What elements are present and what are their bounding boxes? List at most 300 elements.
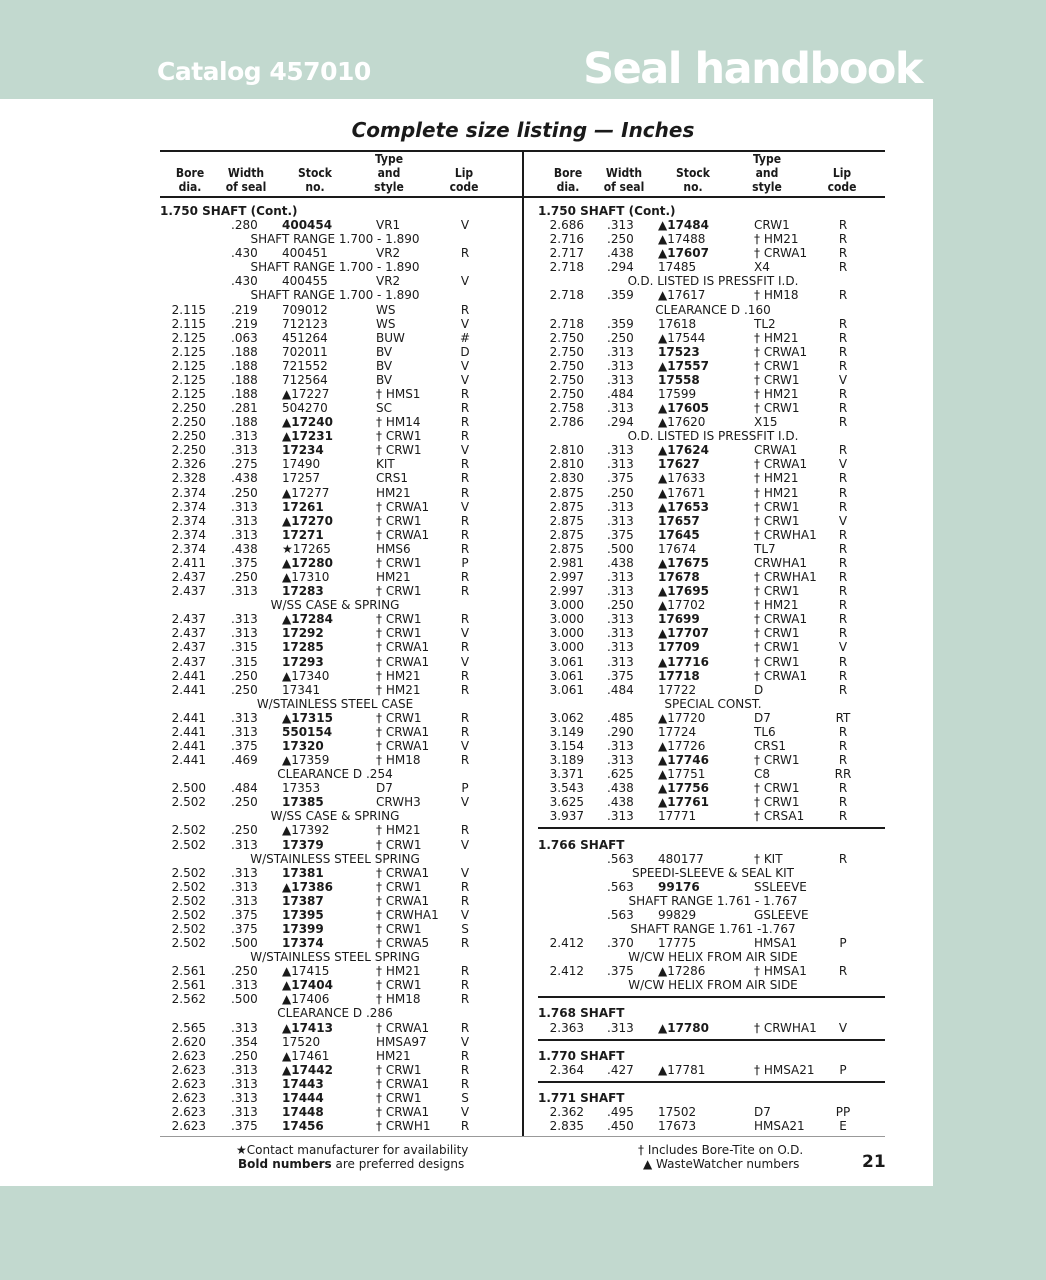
table-row (538, 753, 885, 767)
type-cell: † HM21 (754, 598, 799, 613)
type-cell: † CRW1 (376, 626, 422, 641)
bore-cell: 2.835 (549, 1119, 584, 1134)
lip-cell: R (838, 499, 848, 514)
table-row (538, 1105, 885, 1119)
lip-cell: R (460, 401, 470, 416)
type-cell: † CRW1 (376, 1062, 422, 1077)
row-note-text: O.D. LISTED IS PRESSFIT I.D. (627, 274, 799, 289)
type-cell: HMSA97 (376, 1034, 427, 1049)
type-cell: HM21 (376, 485, 411, 500)
section-heading (538, 1091, 885, 1105)
size-table-left (160, 204, 520, 1133)
stock-cell: 17271 (282, 527, 324, 542)
bore-cell: 2.374 (171, 485, 206, 500)
table-row (538, 852, 885, 866)
type-cell: † CRWA5 (376, 936, 430, 951)
width-cell: .313 (231, 1020, 258, 1035)
table-row (160, 978, 520, 992)
lip-cell: R (460, 471, 470, 486)
type-cell: † CRWA1 (376, 640, 430, 655)
lip-cell: R (460, 415, 470, 430)
width-cell: .250 (607, 598, 634, 613)
row-note-text: CLEARANCE D .254 (277, 767, 393, 782)
stock-cell: ▲17761 (658, 795, 709, 810)
type-cell: D7 (754, 1105, 771, 1119)
bore-cell: 2.115 (171, 302, 206, 317)
row-note (160, 950, 520, 964)
stock-cell: 17257 (282, 471, 321, 486)
table-row (538, 612, 885, 626)
bore-cell: 2.125 (171, 330, 206, 345)
row-note-text: SHAFT RANGE 1.700 - 1.890 (250, 260, 420, 275)
width-cell: .313 (607, 809, 634, 824)
type-cell: BV (376, 358, 393, 373)
footnote-bold-emphasis: Bold numbers (238, 1157, 332, 1171)
width-cell: .438 (607, 795, 634, 810)
row-note-text: W/STAINLESS STEEL CASE (256, 696, 414, 711)
bore-cell: 2.561 (171, 964, 206, 979)
table-row (538, 246, 885, 260)
bore-cell: 3.189 (549, 753, 584, 768)
stock-cell: ▲17720 (658, 710, 706, 725)
table-row (160, 570, 520, 584)
stock-cell: 550154 (282, 724, 333, 739)
type-cell: † CRWA1 (754, 612, 808, 627)
table-row (538, 809, 885, 823)
stock-cell: ▲17442 (282, 1062, 333, 1077)
lip-cell: R (838, 401, 848, 416)
bore-cell: 2.374 (171, 527, 206, 542)
table-row (538, 443, 885, 457)
bore-cell: 2.981 (549, 555, 584, 570)
table-row (538, 936, 885, 950)
separator-line (538, 827, 885, 829)
type-cell: † CRW1 (376, 879, 422, 894)
stock-cell: 17599 (658, 387, 697, 402)
stock-cell: 504270 (282, 401, 328, 416)
table-row (160, 683, 520, 697)
width-cell: .063 (231, 330, 258, 345)
type-cell: † CRWA1 (754, 668, 808, 683)
stock-cell: ▲17671 (658, 485, 706, 500)
width-cell: .469 (231, 753, 258, 768)
table-row (160, 373, 520, 387)
lip-cell: R (460, 1119, 470, 1134)
separator-line (538, 1039, 885, 1041)
stock-cell: ▲17488 (658, 232, 706, 247)
table-row (538, 359, 885, 373)
type-cell: SC (376, 401, 392, 416)
footer-rule (160, 1136, 885, 1137)
stock-cell: ▲17270 (282, 513, 333, 528)
lip-cell: P (839, 1062, 847, 1077)
width-cell: .280 (231, 218, 258, 233)
stock-cell: 17320 (282, 738, 324, 753)
lip-cell: R (460, 668, 470, 683)
bore-cell: 3.000 (549, 598, 584, 613)
type-cell: † CRWA1 (376, 893, 430, 908)
row-note-text: W/SS CASE & SPRING (270, 809, 400, 824)
width-cell: .313 (607, 499, 634, 514)
lip-cell: R (838, 612, 848, 627)
type-cell: CRWA1 (754, 443, 798, 458)
width-cell: .250 (231, 795, 258, 810)
bore-cell: 2.875 (549, 541, 584, 556)
type-cell: TL7 (754, 541, 776, 556)
bore-cell: 2.718 (549, 288, 584, 303)
table-row (538, 528, 885, 542)
width-cell: .313 (231, 584, 258, 599)
bore-cell: 2.750 (549, 330, 584, 345)
stock-cell: 17699 (658, 612, 700, 627)
bore-cell: 2.326 (171, 457, 206, 472)
width-cell: .375 (231, 921, 258, 936)
type-cell: CRS1 (754, 738, 786, 753)
row-note (538, 922, 885, 936)
width-cell: .313 (607, 218, 634, 233)
bore-cell: 2.411 (171, 555, 206, 570)
row-note (538, 303, 885, 317)
table-row (160, 1105, 520, 1119)
type-cell: † CRWA1 (376, 738, 430, 753)
stock-cell: ▲17413 (282, 1020, 333, 1035)
stock-cell: ▲17780 (658, 1020, 709, 1035)
lip-cell: D (460, 344, 470, 359)
table-row (538, 908, 885, 922)
width-cell: .438 (231, 471, 258, 486)
lip-cell: R (838, 358, 848, 373)
bore-cell: 3.000 (549, 626, 584, 641)
bore-cell: 2.250 (171, 443, 206, 458)
stock-cell: ▲17607 (658, 246, 709, 261)
width-cell: .500 (607, 541, 634, 556)
type-cell: † CRW1 (754, 513, 800, 528)
stock-cell: 17285 (282, 640, 324, 655)
lip-cell: R (838, 260, 848, 275)
bore-cell: 3.149 (549, 724, 584, 739)
type-cell: † CRW1 (754, 753, 800, 768)
width-cell: .313 (231, 710, 258, 725)
section-heading-text: 1.750 SHAFT (Cont.) (160, 204, 298, 218)
bore-cell: 3.000 (549, 612, 584, 627)
type-cell: † CRWA1 (376, 1020, 430, 1035)
type-cell: † HM18 (754, 288, 799, 303)
table-row (538, 471, 885, 485)
bore-cell: 2.620 (171, 1034, 206, 1049)
type-cell: † CRWA1 (376, 499, 430, 514)
table-row (538, 964, 885, 978)
bore-cell: 2.125 (171, 344, 206, 359)
width-cell: .188 (231, 387, 258, 402)
type-cell: WS (376, 316, 396, 331)
width-cell: .315 (231, 640, 258, 655)
bore-cell: 2.374 (171, 513, 206, 528)
type-cell: WS (376, 302, 396, 317)
type-cell: † CRWA1 (754, 246, 808, 261)
stock-cell: ▲17746 (658, 753, 709, 768)
type-cell: CRWHA1 (754, 555, 807, 570)
table-row (160, 401, 520, 415)
table-row (538, 345, 885, 359)
bore-cell: 2.328 (171, 471, 206, 486)
stock-cell: 17443 (282, 1076, 324, 1091)
stock-cell: 17374 (282, 936, 324, 951)
table-row (538, 598, 885, 612)
width-cell: .313 (231, 1090, 258, 1105)
table-row (538, 556, 885, 570)
bore-cell: 2.623 (171, 1105, 206, 1119)
stock-cell: ▲17392 (282, 823, 330, 838)
table-row (160, 1091, 520, 1105)
type-cell: † CRWHA1 (754, 570, 817, 585)
width-cell: .313 (231, 429, 258, 444)
lip-cell: R (460, 584, 470, 599)
stock-cell: ▲17227 (282, 387, 330, 402)
stock-cell: 17293 (282, 654, 324, 669)
lip-cell: V (838, 457, 848, 472)
table-row (538, 542, 885, 556)
stock-cell: 17673 (658, 1119, 697, 1134)
table-row (160, 1021, 520, 1035)
width-cell: .188 (231, 358, 258, 373)
bore-cell: 2.716 (549, 232, 584, 247)
separator-line (538, 1081, 885, 1083)
width-cell: .375 (231, 1119, 258, 1134)
table-row (538, 415, 885, 429)
width-cell: .313 (607, 372, 634, 387)
lip-cell: R (838, 781, 848, 796)
table-row (538, 331, 885, 345)
stock-cell: 400455 (282, 274, 328, 289)
bore-cell: 2.437 (171, 570, 206, 585)
bore-cell: 3.061 (549, 668, 584, 683)
bore-cell: 2.750 (549, 344, 584, 359)
type-cell: † CRW1 (376, 513, 422, 528)
width-cell: .290 (607, 724, 634, 739)
stock-cell: 17399 (282, 921, 324, 936)
bore-cell: 2.562 (171, 992, 206, 1007)
bore-cell: 2.115 (171, 316, 206, 331)
lip-cell: R (838, 555, 848, 570)
lip-cell: V (460, 372, 470, 387)
stock-cell: ▲17231 (282, 429, 333, 444)
col-head-type-right: Type and style (752, 152, 782, 194)
section-separator (538, 1035, 885, 1049)
table-row (160, 669, 520, 683)
width-cell: .281 (231, 401, 258, 416)
type-cell: † CRWA1 (754, 457, 808, 472)
type-cell: † CRW1 (376, 612, 422, 627)
bore-cell: 2.412 (549, 936, 584, 951)
bore-cell: 2.623 (171, 1090, 206, 1105)
lip-cell: V (460, 795, 470, 810)
table-row (538, 880, 885, 894)
section-heading-text: 1.750 SHAFT (Cont.) (538, 204, 676, 218)
stock-cell: ▲17404 (282, 978, 333, 993)
width-cell: .250 (231, 570, 258, 585)
col-head-lip-left: Lip code (449, 166, 479, 194)
table-row (160, 1063, 520, 1077)
type-cell: † CRWHA1 (376, 907, 439, 922)
lip-cell: R (838, 232, 848, 247)
type-cell: † CRW1 (754, 795, 800, 810)
width-cell: .313 (231, 879, 258, 894)
lip-cell: R (460, 457, 470, 472)
section-separator (538, 1077, 885, 1091)
lip-cell: V (838, 1020, 848, 1035)
table-row (538, 655, 885, 669)
stock-cell: 17385 (282, 795, 324, 810)
stock-cell: ▲17284 (282, 612, 333, 627)
stock-cell: 17341 (282, 682, 321, 697)
stock-cell: 17674 (658, 541, 697, 556)
width-cell: .250 (231, 668, 258, 683)
table-row (538, 373, 885, 387)
type-cell: VR1 (376, 218, 401, 233)
width-cell: .354 (231, 1034, 258, 1049)
width-cell: .313 (607, 1020, 634, 1035)
lip-cell: R (838, 443, 848, 458)
table-row (538, 1063, 885, 1077)
type-cell: † HM21 (754, 232, 799, 247)
width-cell: .250 (231, 485, 258, 500)
table-row (538, 683, 885, 697)
lip-cell: R (460, 1020, 470, 1035)
section-heading (538, 838, 885, 852)
section-heading (538, 1049, 885, 1063)
lip-cell: R (460, 710, 470, 725)
width-cell: .188 (231, 372, 258, 387)
width-cell: .359 (607, 316, 634, 331)
type-cell: SSLEEVE (754, 879, 807, 894)
stock-cell: 17283 (282, 584, 324, 599)
table-row (160, 218, 520, 232)
row-note (538, 978, 885, 992)
bore-cell: 2.500 (171, 781, 206, 796)
size-table-right (538, 204, 885, 1133)
stock-cell: 17448 (282, 1105, 324, 1119)
type-cell: † CRWA1 (376, 1076, 430, 1091)
lip-cell: V (460, 907, 470, 922)
stock-cell: ▲17310 (282, 570, 330, 585)
table-row (160, 1077, 520, 1091)
row-note (538, 950, 885, 964)
col-head-stock-right: Stock no. (676, 166, 710, 194)
lip-cell: R (460, 570, 470, 585)
width-cell: .430 (231, 274, 258, 289)
type-cell: † CRW1 (376, 1090, 422, 1105)
type-cell: † CRWHA1 (754, 1020, 817, 1035)
section-heading-text: 1.770 SHAFT (538, 1048, 625, 1063)
width-cell: .485 (607, 710, 634, 725)
width-cell: .313 (231, 865, 258, 880)
type-cell: † HMSA1 (754, 964, 807, 979)
type-cell: KIT (376, 457, 395, 472)
lip-cell: R (838, 753, 848, 768)
row-note-text: SHAFT RANGE 1.700 - 1.890 (250, 288, 420, 303)
table-row (160, 838, 520, 852)
stock-cell: 17618 (658, 316, 697, 331)
bore-cell: 2.810 (549, 457, 584, 472)
lip-cell: S (461, 921, 469, 936)
table-row (538, 781, 885, 795)
stock-cell: 400454 (282, 218, 333, 233)
width-cell: .250 (231, 1048, 258, 1063)
type-cell: HM21 (376, 1048, 411, 1063)
lip-cell: R (838, 527, 848, 542)
stock-cell: 17381 (282, 865, 324, 880)
lip-cell: R (460, 527, 470, 542)
table-row (160, 303, 520, 317)
bore-cell: 2.875 (549, 513, 584, 528)
type-cell: † HMSA21 (754, 1062, 815, 1077)
lip-cell: V (460, 358, 470, 373)
type-cell: HMS6 (376, 541, 411, 556)
bore-cell: 2.125 (171, 387, 206, 402)
table-row (538, 669, 885, 683)
lip-cell: R (460, 640, 470, 655)
lip-cell: # (459, 330, 471, 345)
type-cell: † CRWA1 (376, 724, 430, 739)
stock-cell: 17657 (658, 513, 700, 528)
bore-cell: 2.623 (171, 1048, 206, 1063)
type-cell: CRW1 (754, 218, 790, 233)
row-note-text: O.D. LISTED IS PRESSFIT I.D. (627, 429, 799, 444)
stock-cell: 17678 (658, 570, 700, 585)
width-cell: .250 (607, 330, 634, 345)
table-row (160, 457, 520, 471)
row-note-text: SHAFT RANGE 1.761 -1.767 (630, 921, 796, 936)
table-row (160, 711, 520, 725)
section-heading (538, 204, 885, 218)
width-cell: .313 (607, 513, 634, 528)
table-row (538, 218, 885, 232)
bore-cell: 2.502 (171, 893, 206, 908)
width-cell: .313 (231, 978, 258, 993)
table-row (538, 401, 885, 415)
width-cell: .250 (607, 232, 634, 247)
table-row (538, 260, 885, 274)
lip-cell: V (460, 626, 470, 641)
table-row (160, 739, 520, 753)
width-cell: .375 (607, 964, 634, 979)
row-note-text: SPEEDI-SLEEVE & SEAL KIT (631, 865, 795, 880)
lip-cell: R (460, 724, 470, 739)
footnote-dagger: † Includes Bore-Tite on O.D. (638, 1143, 804, 1157)
lip-cell: R (460, 387, 470, 402)
width-cell: .375 (231, 738, 258, 753)
lip-cell: P (461, 781, 469, 796)
stock-cell: ▲17240 (282, 415, 333, 430)
bore-cell: 2.441 (171, 753, 206, 768)
table-row (538, 739, 885, 753)
row-note (160, 1006, 520, 1020)
type-cell: † HM21 (754, 387, 799, 402)
type-cell: D (754, 682, 764, 697)
stock-cell: ▲17605 (658, 401, 709, 416)
lip-cell: S (461, 1090, 469, 1105)
table-row (160, 528, 520, 542)
width-cell: .313 (231, 1105, 258, 1119)
bore-cell: 2.441 (171, 668, 206, 683)
bore-cell: 2.718 (549, 316, 584, 331)
width-cell: .438 (607, 555, 634, 570)
section-heading-text: 1.768 SHAFT (538, 1006, 625, 1021)
type-cell: C8 (754, 767, 771, 782)
col-head-bore-right: Bore dia. (553, 166, 583, 194)
row-note-text: W/STAINLESS STEEL SPRING (250, 851, 420, 866)
type-cell: CRS1 (376, 471, 408, 486)
